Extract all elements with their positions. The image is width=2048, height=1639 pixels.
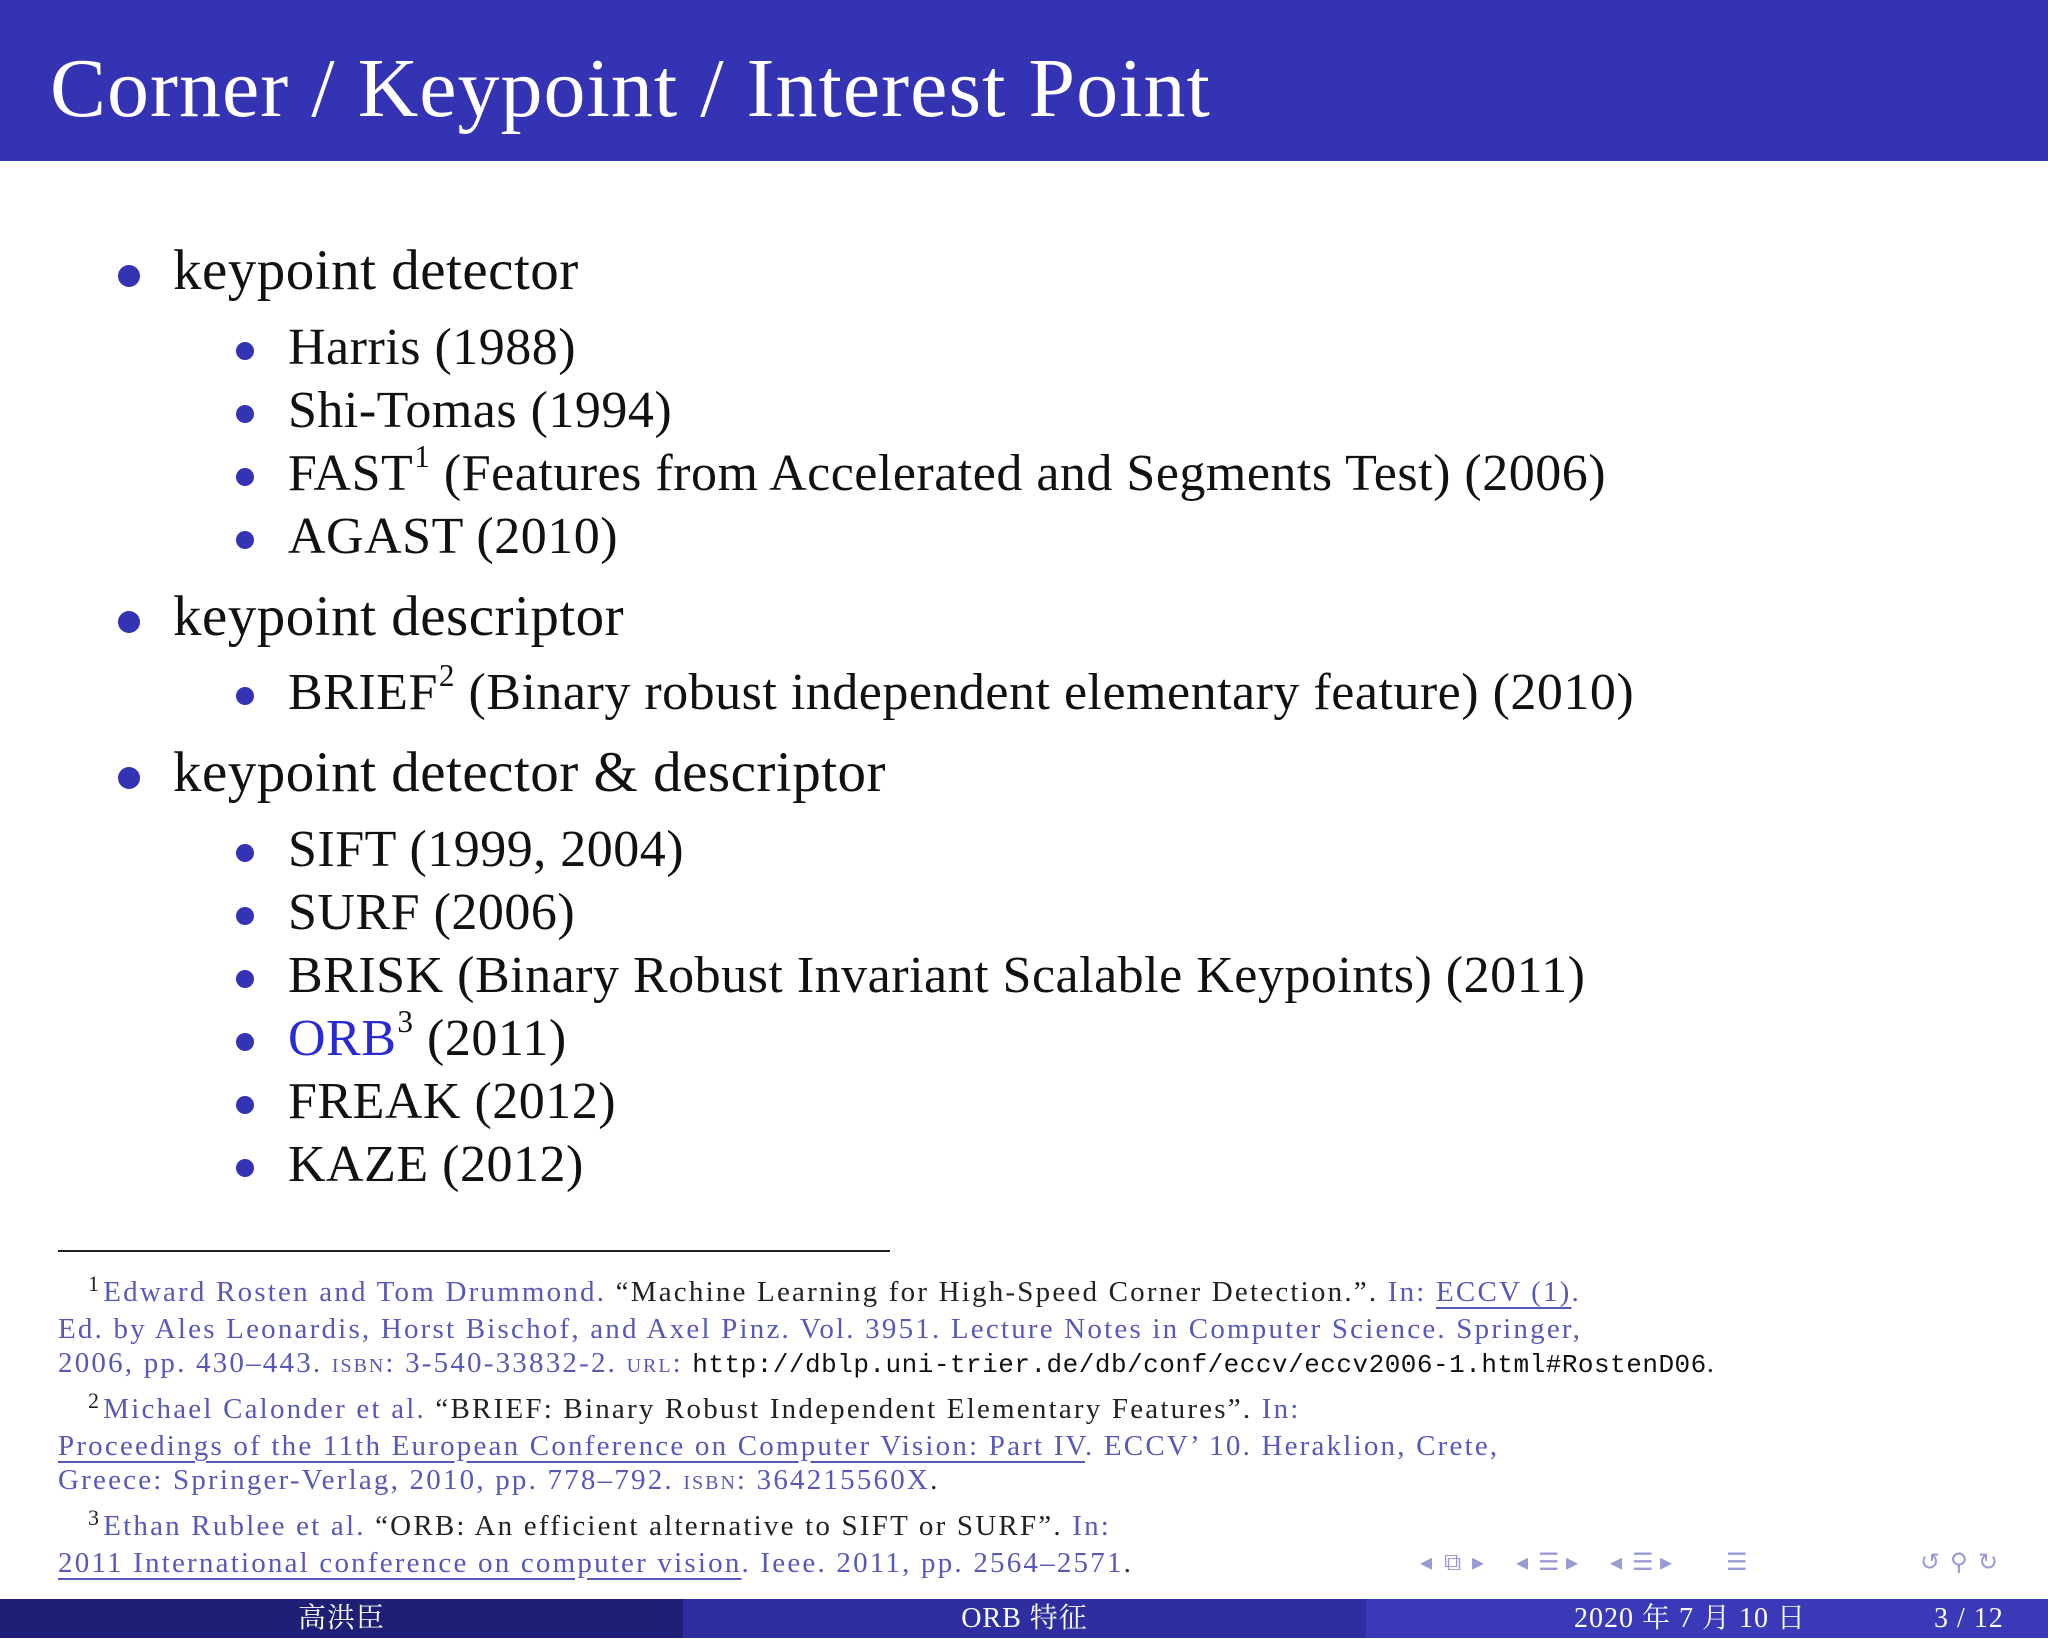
footnote-authors: Michael Calonder et al. (103, 1393, 426, 1425)
section-keypoint-detector: keypoint detector (173, 238, 579, 303)
nav-subsection-next-icon[interactable]: ▸ (1566, 1548, 1579, 1576)
footnote-venue-link[interactable]: ECCV (1) (1436, 1276, 1572, 1308)
list-item: KAZE (2012) (288, 1135, 584, 1194)
list-item: FAST$^1$ (Features from Accelerated and Segments Test) (2006) (288, 444, 1606, 503)
nav-search-icon[interactable]: ⚲ (1950, 1548, 1968, 1576)
bullet-icon (118, 767, 140, 789)
section-keypoint-descriptor: keypoint descriptor (173, 584, 624, 649)
bullet-icon (236, 907, 254, 925)
nav-section-icon[interactable]: ☰ (1632, 1548, 1654, 1576)
nav-section-prev-icon[interactable]: ◂ (1610, 1548, 1623, 1576)
nav-subsection-prev-icon[interactable]: ◂ (1516, 1548, 1529, 1576)
orb-link[interactable]: ORB (288, 1010, 397, 1067)
slide-title: Corner / Keypoint / Interest Point (50, 42, 1211, 135)
list-item: BRIEF$^2$ (Binary robust independent elementary feature) (2010) (288, 663, 1634, 722)
nav-section-next-icon[interactable]: ▸ (1660, 1548, 1673, 1576)
title-bar (0, 0, 2048, 161)
footnote-url-link[interactable]: http://dblp.uni-trier.de/db/conf/eccv/eccv2006-1.html#RostenD06 (692, 1350, 1707, 1380)
bullet-icon (236, 1159, 254, 1177)
bullet-icon (236, 1033, 254, 1051)
footnote-ref[interactable]: 3 (397, 1003, 414, 1039)
bullet-icon (236, 687, 254, 705)
footer-author: 高洪臣 (0, 1599, 683, 1638)
list-item-orb: ORB$^3$ (2011) (288, 1009, 567, 1068)
bullet-icon (236, 531, 254, 549)
list-item: Shi-Tomas (1994) (288, 381, 672, 440)
bullet-icon (118, 611, 140, 633)
footnote-3: $^3$Ethan Rublee et al. “ORB: An efficient alternative to SIFT or SURF”. In: 2011 International conference on computer vision. Ieee. 2011, pp. 2564–2571. (58, 1505, 1134, 1579)
footnote-2: $^2$Michael Calonder et al. “BRIEF: Binary Robust Independent Elementary Features”. In: Proceedings of the 11th European Conference on Computer Vision: Part IV. ECCV’ 10. Heraklion, Crete, Greece: Springer-Verlag, 2010, pp. 778–792. ISBN: 364215560X. (58, 1388, 1500, 1496)
footnote-venue-link[interactable]: 2011 International conference on computer vision (58, 1546, 742, 1579)
footnote-authors: Ethan Rublee et al. (103, 1510, 366, 1542)
footnote-authors: Edward Rosten and Tom Drummond. (103, 1276, 607, 1308)
list-item: BRISK (Binary Robust Invariant Scalable Keypoints) (2011) (288, 946, 1585, 1005)
bullet-icon (236, 1096, 254, 1114)
footer-date: 2020 年 7 月 10 日 (1574, 1603, 1807, 1634)
bullet-icon (236, 468, 254, 486)
nav-subsection-icon[interactable]: ☰ (1538, 1548, 1560, 1576)
beamer-navigation (1410, 1548, 2040, 1584)
list-item: Harris (1988) (288, 318, 576, 377)
section-keypoint-detector-descriptor: keypoint detector & descriptor (173, 740, 886, 805)
footer-date-page (1366, 1599, 2048, 1638)
footnote-ref[interactable]: 2 (438, 657, 455, 693)
nav-slide-prev-icon[interactable]: ◂ (1420, 1548, 1433, 1576)
list-item: AGAST (2010) (288, 507, 618, 566)
bullet-icon (236, 342, 254, 360)
footnote-divider (58, 1250, 890, 1252)
bullet-icon (236, 405, 254, 423)
list-item: SIFT (1999, 2004) (288, 820, 684, 879)
footer (0, 1599, 2048, 1638)
footnote-venue-link[interactable]: Proceedings of the 11th European Conference on Computer Vision: Part IV (58, 1429, 1085, 1462)
footnote-ref[interactable]: 1 (414, 438, 431, 474)
bullet-icon (236, 970, 254, 988)
nav-frame-icon[interactable]: ⧉ (1444, 1548, 1462, 1576)
footer-title: ORB 特征 (683, 1599, 1366, 1638)
nav-back-icon[interactable]: ↺ (1920, 1548, 1941, 1576)
bullet-icon (236, 844, 254, 862)
page-number: 3 / 12 (1934, 1603, 2004, 1634)
list-item: FREAK (2012) (288, 1072, 616, 1131)
footnote-1: $^1$Edward Rosten and Tom Drummond. “Machine Learning for High-Speed Corner Detection.”. In: ECCV (1). Ed. by Ales Leonardis, Horst Bischof, and Axel Pinz. Vol. 3951. Lecture Notes in Computer Science. Springer, 2006, pp. 430–443. ISBN: 3-540-33832-2. URL: http://dblp.uni-trier.de/db/conf/eccv/eccv2006-1.html#RostenD06. (58, 1271, 1717, 1380)
nav-slide-next-icon[interactable]: ▸ (1472, 1548, 1485, 1576)
list-item: SURF (2006) (288, 883, 575, 942)
nav-document-icon[interactable]: ☰ (1726, 1548, 1748, 1576)
bullet-icon (118, 265, 140, 287)
nav-forward-icon[interactable]: ↻ (1978, 1548, 1999, 1576)
